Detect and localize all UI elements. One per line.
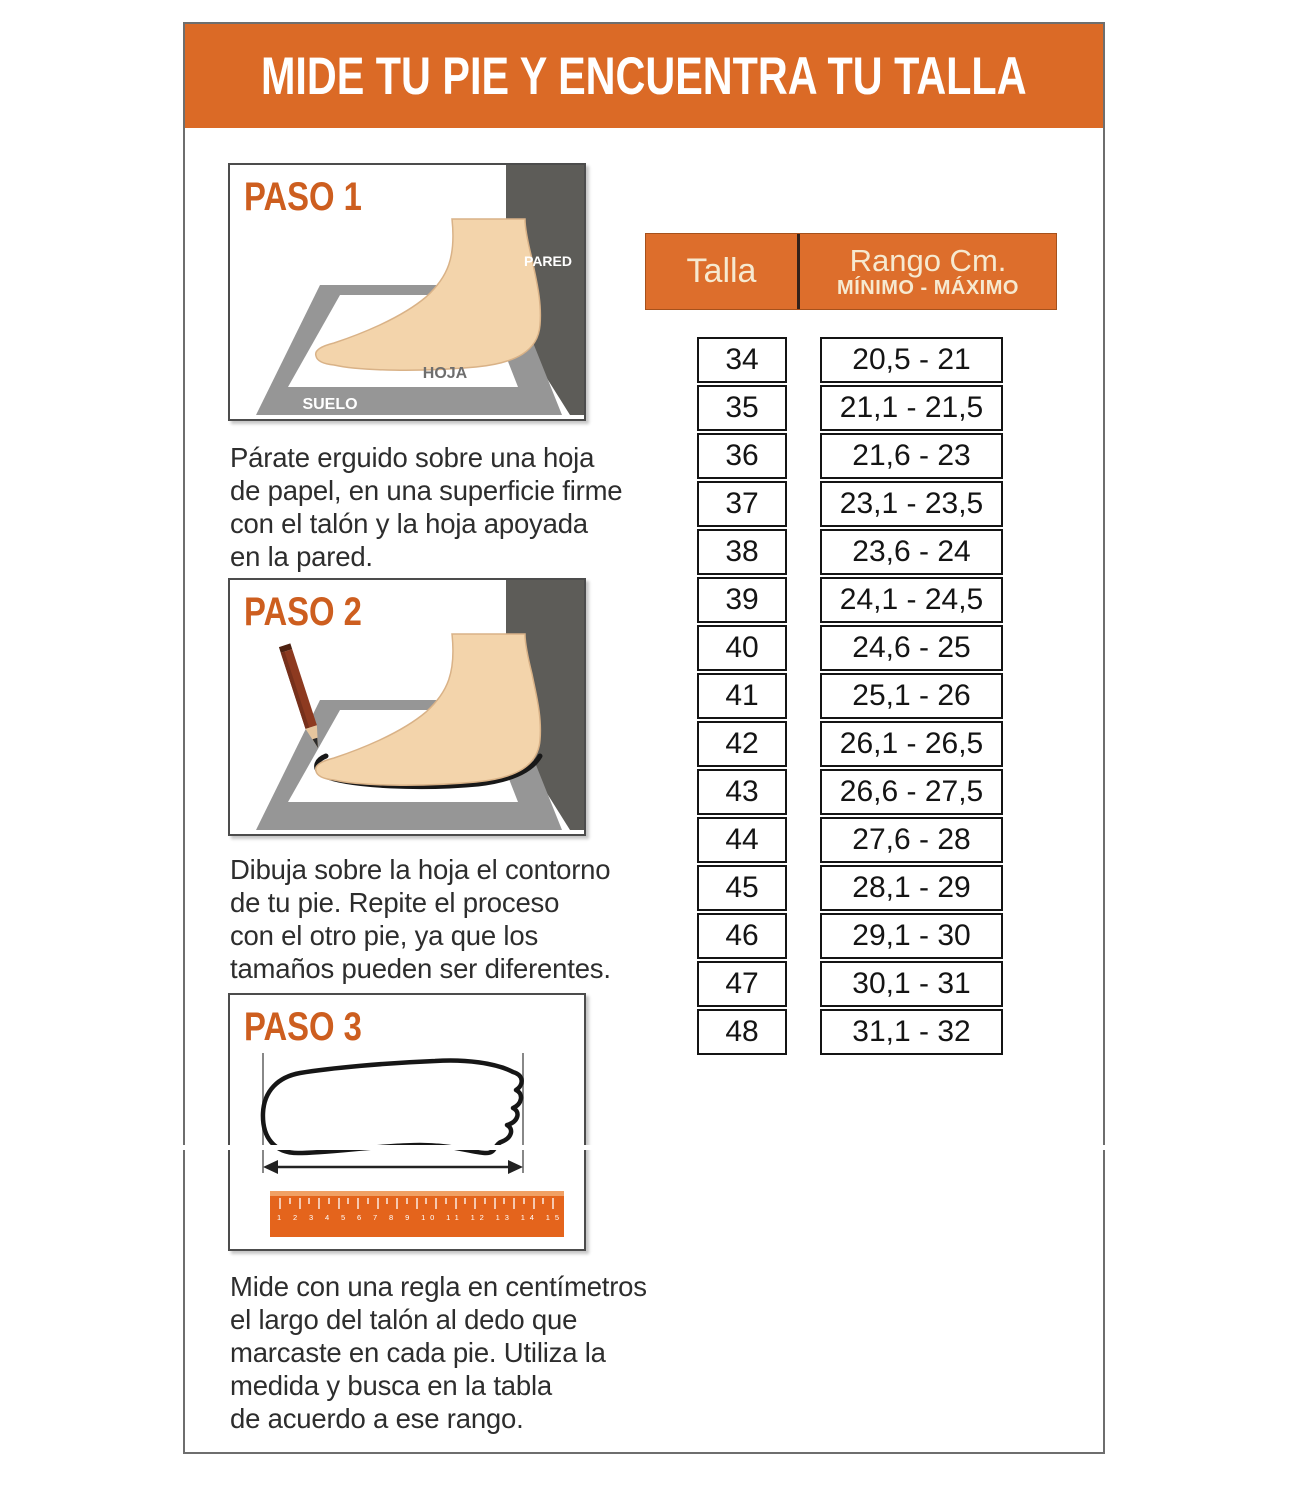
step3-text-line: marcaste en cada pie. Utiliza la bbox=[230, 1337, 606, 1368]
rango-header-subtitle: MÍNIMO - MÁXIMO bbox=[837, 277, 1019, 299]
rango-cell: 29,1 - 30 bbox=[820, 913, 1003, 959]
step1-text-line: con el talón y la hoja apoyada bbox=[230, 508, 588, 539]
rango-cell: 24,6 - 25 bbox=[820, 625, 1003, 671]
talla-cell: 43 bbox=[697, 769, 787, 815]
step1-illustration-box bbox=[228, 163, 586, 421]
step2-instructions bbox=[230, 853, 650, 985]
talla-cell: 42 bbox=[697, 721, 787, 767]
step3-illustration-box bbox=[228, 993, 586, 1251]
rango-cell: 31,1 - 32 bbox=[820, 1009, 1003, 1055]
talla-cell: 37 bbox=[697, 481, 787, 527]
wall-label: PARED bbox=[524, 253, 572, 269]
paper-label: HOJA bbox=[422, 365, 468, 382]
talla-cell: 39 bbox=[697, 577, 787, 623]
rango-cell: 23,1 - 23,5 bbox=[820, 481, 1003, 527]
step2-text-line: con el otro pie, ya que los bbox=[230, 920, 538, 951]
step3-text-line: el largo del talón al dedo que bbox=[230, 1304, 578, 1335]
step3-text-line: medida y busca en la tabla bbox=[230, 1370, 552, 1401]
ruler-numbers: 1 2 3 4 5 6 7 8 9 10 11 12 13 14 15 bbox=[277, 1213, 559, 1222]
talla-cell: 47 bbox=[697, 961, 787, 1007]
ruler-illustration bbox=[270, 1191, 564, 1237]
talla-cell: 48 bbox=[697, 1009, 787, 1055]
rango-cell: 28,1 - 29 bbox=[820, 865, 1003, 911]
talla-cell: 36 bbox=[697, 433, 787, 479]
pencil-icon bbox=[279, 643, 324, 749]
step1-text-line: de papel, en una superficie firme bbox=[230, 475, 623, 506]
scan-artifact-line bbox=[0, 1145, 1305, 1150]
foot-outline bbox=[263, 1060, 522, 1153]
measure-arrow bbox=[263, 1160, 523, 1174]
rango-cell: 24,1 - 24,5 bbox=[820, 577, 1003, 623]
rango-cell: 23,6 - 24 bbox=[820, 529, 1003, 575]
step2-text-line: tamaños pueden ser diferentes. bbox=[230, 953, 611, 984]
step2-text-line: de tu pie. Repite el proceso bbox=[230, 887, 560, 918]
talla-cell: 46 bbox=[697, 913, 787, 959]
talla-header-cell: Talla bbox=[686, 252, 757, 290]
step1-text-line: en la pared. bbox=[230, 541, 373, 572]
step2-text-line: Dibuja sobre la hoja el contorno bbox=[230, 854, 611, 885]
title-banner bbox=[185, 24, 1103, 128]
rango-cell: 20,5 - 21 bbox=[820, 337, 1003, 383]
talla-column bbox=[697, 337, 787, 1057]
talla-cell: 44 bbox=[697, 817, 787, 863]
step3-label: PASO 3 bbox=[244, 1005, 362, 1049]
rango-cell: 27,6 - 28 bbox=[820, 817, 1003, 863]
rango-cell: 21,1 - 21,5 bbox=[820, 385, 1003, 431]
step3-text-line: Mide con una regla en centímetros bbox=[230, 1271, 647, 1302]
size-table-header bbox=[645, 233, 1057, 310]
talla-cell: 45 bbox=[697, 865, 787, 911]
rango-cell: 26,1 - 26,5 bbox=[820, 721, 1003, 767]
step1-label: PASO 1 bbox=[244, 175, 362, 219]
floor-label: SUELO bbox=[302, 396, 358, 413]
rango-cell: 30,1 - 31 bbox=[820, 961, 1003, 1007]
step1-instructions bbox=[230, 441, 650, 573]
step3-instructions bbox=[230, 1270, 650, 1435]
step3-text-line: de acuerdo a ese rango. bbox=[230, 1403, 524, 1434]
talla-cell: 40 bbox=[697, 625, 787, 671]
talla-cell: 34 bbox=[697, 337, 787, 383]
rango-cell: 26,6 - 27,5 bbox=[820, 769, 1003, 815]
rango-column bbox=[820, 337, 1003, 1057]
rango-cell: 21,6 - 23 bbox=[820, 433, 1003, 479]
rango-header-cell bbox=[800, 234, 1056, 309]
talla-cell: 41 bbox=[697, 673, 787, 719]
step2-label: PASO 2 bbox=[244, 590, 362, 634]
step1-text-line: Párate erguido sobre una hoja bbox=[230, 442, 595, 473]
page-title: MIDE TU PIE Y ENCUENTRA TU TALLA bbox=[261, 46, 1027, 106]
talla-cell: 35 bbox=[697, 385, 787, 431]
rango-header-title: Rango Cm. bbox=[849, 243, 1007, 278]
rango-cell: 25,1 - 26 bbox=[820, 673, 1003, 719]
talla-cell: 38 bbox=[697, 529, 787, 575]
step2-illustration-box bbox=[228, 578, 586, 836]
